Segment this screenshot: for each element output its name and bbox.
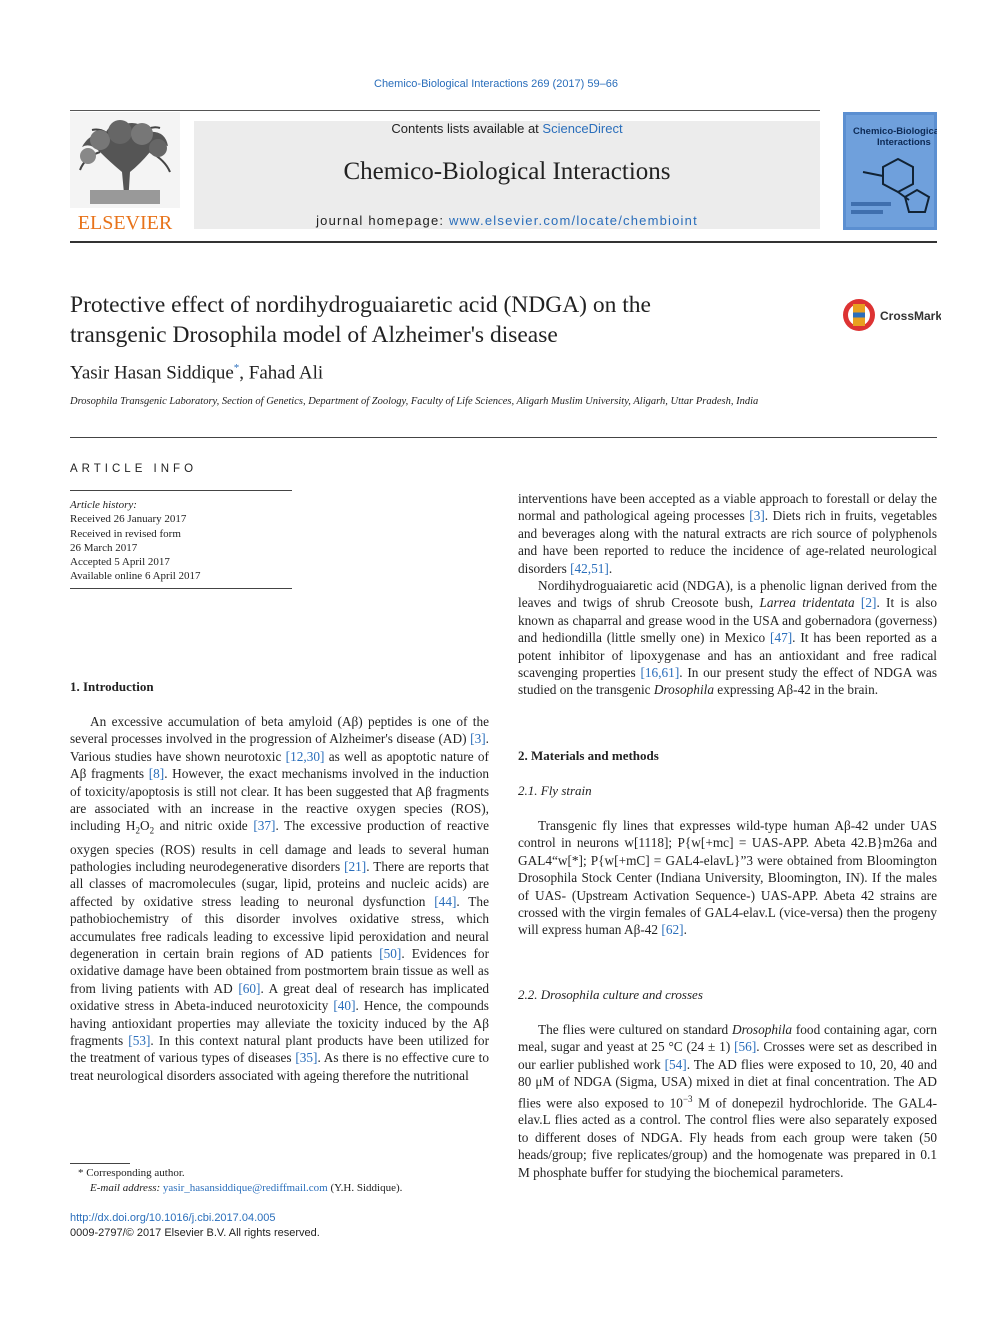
corresponding-note [70,1166,402,1181]
elsevier-tree-icon [70,112,180,232]
email-label: E-mail address: [90,1182,163,1194]
email-link[interactable]: yasir_hasansiddique@rediffmail.com [162,1182,328,1194]
journal-citation[interactable]: Chemico-Biological Interactions 269 (2017) 59–66 [374,78,618,90]
history-label: Article history: [70,499,137,511]
paragraph: An excessive accumulation of beta amyloid (Aβ) peptides is one of the several processes involved in the progression of Alzheimer's disease (AD) [3]. Various studies have shown neurotoxic [12,30] as well as apoptotic nature of Aβ fragments [8]. However, the exact mechanisms involved in the induction of toxicity/apoptosis is still not clear. It has been suggested that Aβ fragments are associated with an increase in the reactive oxygen species (ROS), including $H_2O_2$ and nitric oxide [37]. The excessive production of reactive oxygen species (ROS) results in cell damage and leads to several human pathologies including neurodegenerative disorders [21]. There are reports that all classes of macromolecules (sugar, lipid, proteins and nucleic acids) are affected by oxidative stress leading to neuronal dysfunction [44]. The pathobiochemistry of this disorder involves oxidative stress, which accumulates free radicals leading to excessive lipid peroxidation and neural degeneration in certain brain regions of AD patients [50]. Evidences for oxidative damage have been obtained from postmortem brain tissue as well as from living patients with AD [60]. A great deal of research has implicated oxidative stress in Abeta-induced neurotoxicity [40]. Hence, the compounds having antioxidant properties may alleviate the toxicity induced by the Aβ fragments [53]. In this context natural plant products have been utilized for the treatment of various types of diseases [35]. As there is no effective cure to treat neurological disorders associated with ageing therefore the nutritional [70,714,489,1083]
affiliation-rule [70,437,937,438]
article-info-rule-bottom [70,588,292,589]
author-list [70,362,323,384]
journal-cover-icon [843,112,937,230]
email-suffix: (Y.H. Siddique). [327,1182,403,1194]
sciencedirect-link[interactable]: ScienceDirect [542,121,623,136]
homepage-link[interactable]: www.elsevier.com/locate/chembioint [449,213,698,228]
corresponding-marker[interactable]: * [233,362,240,374]
header-bottom-rule [70,241,937,243]
section-heading-introduction: 1. Introduction [70,679,154,694]
introduction-body-continued [518,490,937,699]
affiliation: Drosophila Transgenic Laboratory, Section of Genetics, Department of Zoology, Faculty of Life Sciences, Aligarh Muslim University, Aligarh, Uttar Pradesh, India [70,396,759,407]
journal-name: Chemico-Biological Interactions [343,158,671,185]
article-history [70,498,201,584]
homepage-line [194,213,820,228]
crossmark-badge[interactable] [841,296,941,336]
crossmark-label: CrossMark [880,309,941,323]
history-item: 26 March 2017 [70,541,138,554]
paragraph: The flies were cultured on standard Drosophila food containing agar, corn meal, sugar and yeast at 25 °C (24 ± 1) [56]. Crosses were set as described in our earlier published work [54]. The AD flies were exposed to 10, 20, 40 and 80 μM of NDGA (Sigma, USA) mixed in diet at final concentration. The AD flies were also exposed to $10^{-3}$ M of donepezil hydrochloride. The GAL4-elav.L flies acted as a control. The control flies were also separately exposed to different doses of NDGA. Fly heads from each group were taken (50 heads/group; five replicates/group) and the homogenate was prepared in 0.1 M phosphate buffer for studying the biochemical parameters. [518,1022,938,1180]
footnote-marker: * [78,1167,84,1179]
crossmark-icon [841,296,941,336]
history-item: Received in revised form [70,527,181,540]
cover-title-line2: Interactions [877,137,931,148]
copyright: 0009-2797/© 2017 Elsevier B.V. All rights reserved. [70,1227,320,1239]
fly-strain-body [518,817,937,939]
homepage-prefix: journal homepage: [316,213,449,228]
history-item: Accepted 5 April 2017 [70,556,170,569]
footnote-rule [70,1163,130,1164]
elsevier-logo[interactable] [70,112,180,232]
author-2[interactable]: Fahad Ali [248,362,324,384]
doi-link[interactable]: http://dx.doi.org/10.1016/j.cbi.2017.04.005 [70,1212,276,1224]
subsection-heading-culture: 2.2. Drosophila culture and crosses [518,987,703,1002]
header-top-rule [70,110,820,111]
article-info-heading: ARTICLE INFO [70,463,198,475]
cover-title-line: Chemico-Biological [853,126,937,137]
paragraph: interventions have been accepted as a viable approach to forestall or delay the normal and pathological ageing processes [3]. Diets rich in fruits, vegetables and beverages along with the natural extracts are rich source of polyphenols and have been reported to reduce the incidence of age-related neurological disorders [42,51]. [518,491,937,576]
culture-body [518,1021,937,1181]
paragraph: Nordihydroguaiaretic acid (NDGA), is a phenolic lignan derived from the leaves and twigs of shrub Creosote bush, Larrea tridentata [2]. It is also known as chaparral and grease wood in the USA and gobernadora (governess) and hediondilla (little smelly one) in Mexico [47]. It has been reported as a potent inhibitor of lipoxygenase and has an antioxidant and free radical scavenging properties [16,61]. In our present study the effect of NDGA was studied on the transgenic Drosophila expressing Aβ-42 in the brain. [518,578,937,698]
section-heading-methods: 2. Materials and methods [518,748,659,763]
contents-line [194,121,820,136]
introduction-body [70,713,489,1084]
history-item: Available online 6 April 2017 [70,570,201,583]
article-title [70,290,790,350]
author-separator: , [239,362,249,384]
journal-cover[interactable] [843,112,937,230]
history-item: Received 26 January 2017 [70,513,187,526]
contents-prefix: Contents lists available at [391,121,543,136]
title-line-2: transgenic Drosophila model of Alzheimer's disease [70,322,558,348]
elsevier-wordmark: ELSEVIER [77,212,173,232]
corresponding-label: Corresponding author. [86,1167,185,1179]
author-1[interactable]: Yasir Hasan Siddique [70,362,234,384]
email-note [70,1181,402,1196]
paragraph: Transgenic fly lines that expresses wild-type human Aβ-42 under UAS control in neurons w[1118]; P{w[+mc] = UAS-APP. Abeta 42.B}m26a and GAL4“w[*]; P{w[+mC] = GAL4-elavL}”3 were obtained from Bloomington Drosophila Stock Center (Indiana University, Bloomington, IN). If the males of UAS- (Upstream Activation Sequence-) UAS-APP. Abeta 42 strains are crossed with the virgin females of GAL4-elav.L (vice-versa) then the progeny will express human Aβ-42 [62]. [518,818,937,938]
article-info-rule-top [70,490,292,491]
subsection-heading-fly-strain: 2.1. Fly strain [518,783,592,798]
footnote [70,1166,402,1196]
title-line-1: Protective effect of nordihydroguaiaretic acid (NDGA) on the [70,292,651,318]
